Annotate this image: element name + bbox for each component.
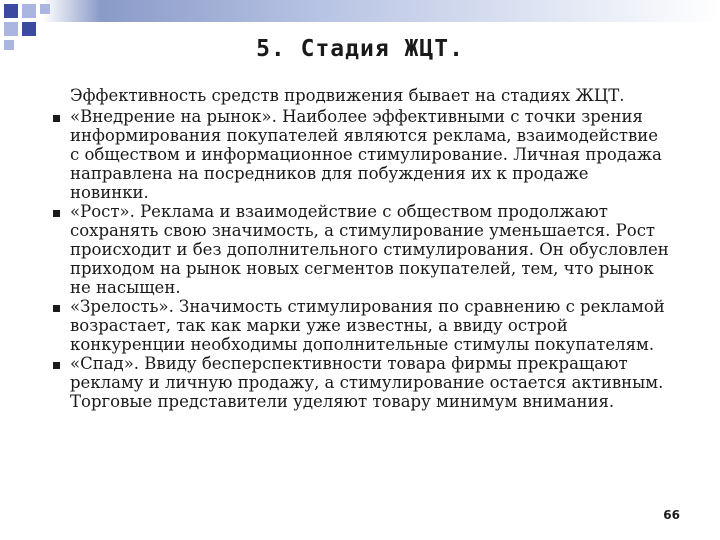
square-bullet-icon	[53, 362, 60, 369]
square-bullet-icon	[53, 210, 60, 217]
square-bullet-icon	[53, 305, 60, 312]
square-bullet-icon	[53, 115, 60, 122]
list-item-text: «Спад». Ввиду бесперспективности товара фирмы прекращают рекламу и личную продажу, а стимулирование остается активным. Торговые представители уделяют товару минимум внимания.	[70, 354, 664, 411]
list-item	[50, 107, 670, 202]
intro-text: Эффективность средств продвижения бывает на стадиях ЖЦТ.	[70, 86, 625, 105]
list-item	[50, 202, 670, 297]
slide-body	[50, 86, 670, 411]
list-item-text: «Рост». Реклама и взаимодействие с обществом продолжают сохранять свою значимость, а стимулирование уменьшается. Рост происходит и без дополнительного стимулирования. Он обусловлен приходом на рынок новых сегментов покупателей, тем, что рынок не насыщен.	[70, 202, 669, 297]
list-item	[50, 297, 670, 354]
slide-title: 5. Стадия ЖЦТ.	[256, 36, 464, 62]
list-item-text: «Зрелость». Значимость стимулирования по сравнению с рекламой возрастает, так как марки уже известны, а ввиду острой конкуренции необходимы дополнительные стимулы покупателям.	[70, 297, 665, 354]
header-band	[0, 0, 720, 22]
list-item	[50, 354, 670, 411]
page-number: 66	[663, 508, 680, 522]
list-item-text: «Внедрение на рынок». Наиболее эффективными с точки зрения информирования покупателей являются реклама, взаимодействие с обществом и информационное стимулирование. Личная продажа направлена на посредников для побуждения их к продаже новинки.	[70, 107, 662, 202]
